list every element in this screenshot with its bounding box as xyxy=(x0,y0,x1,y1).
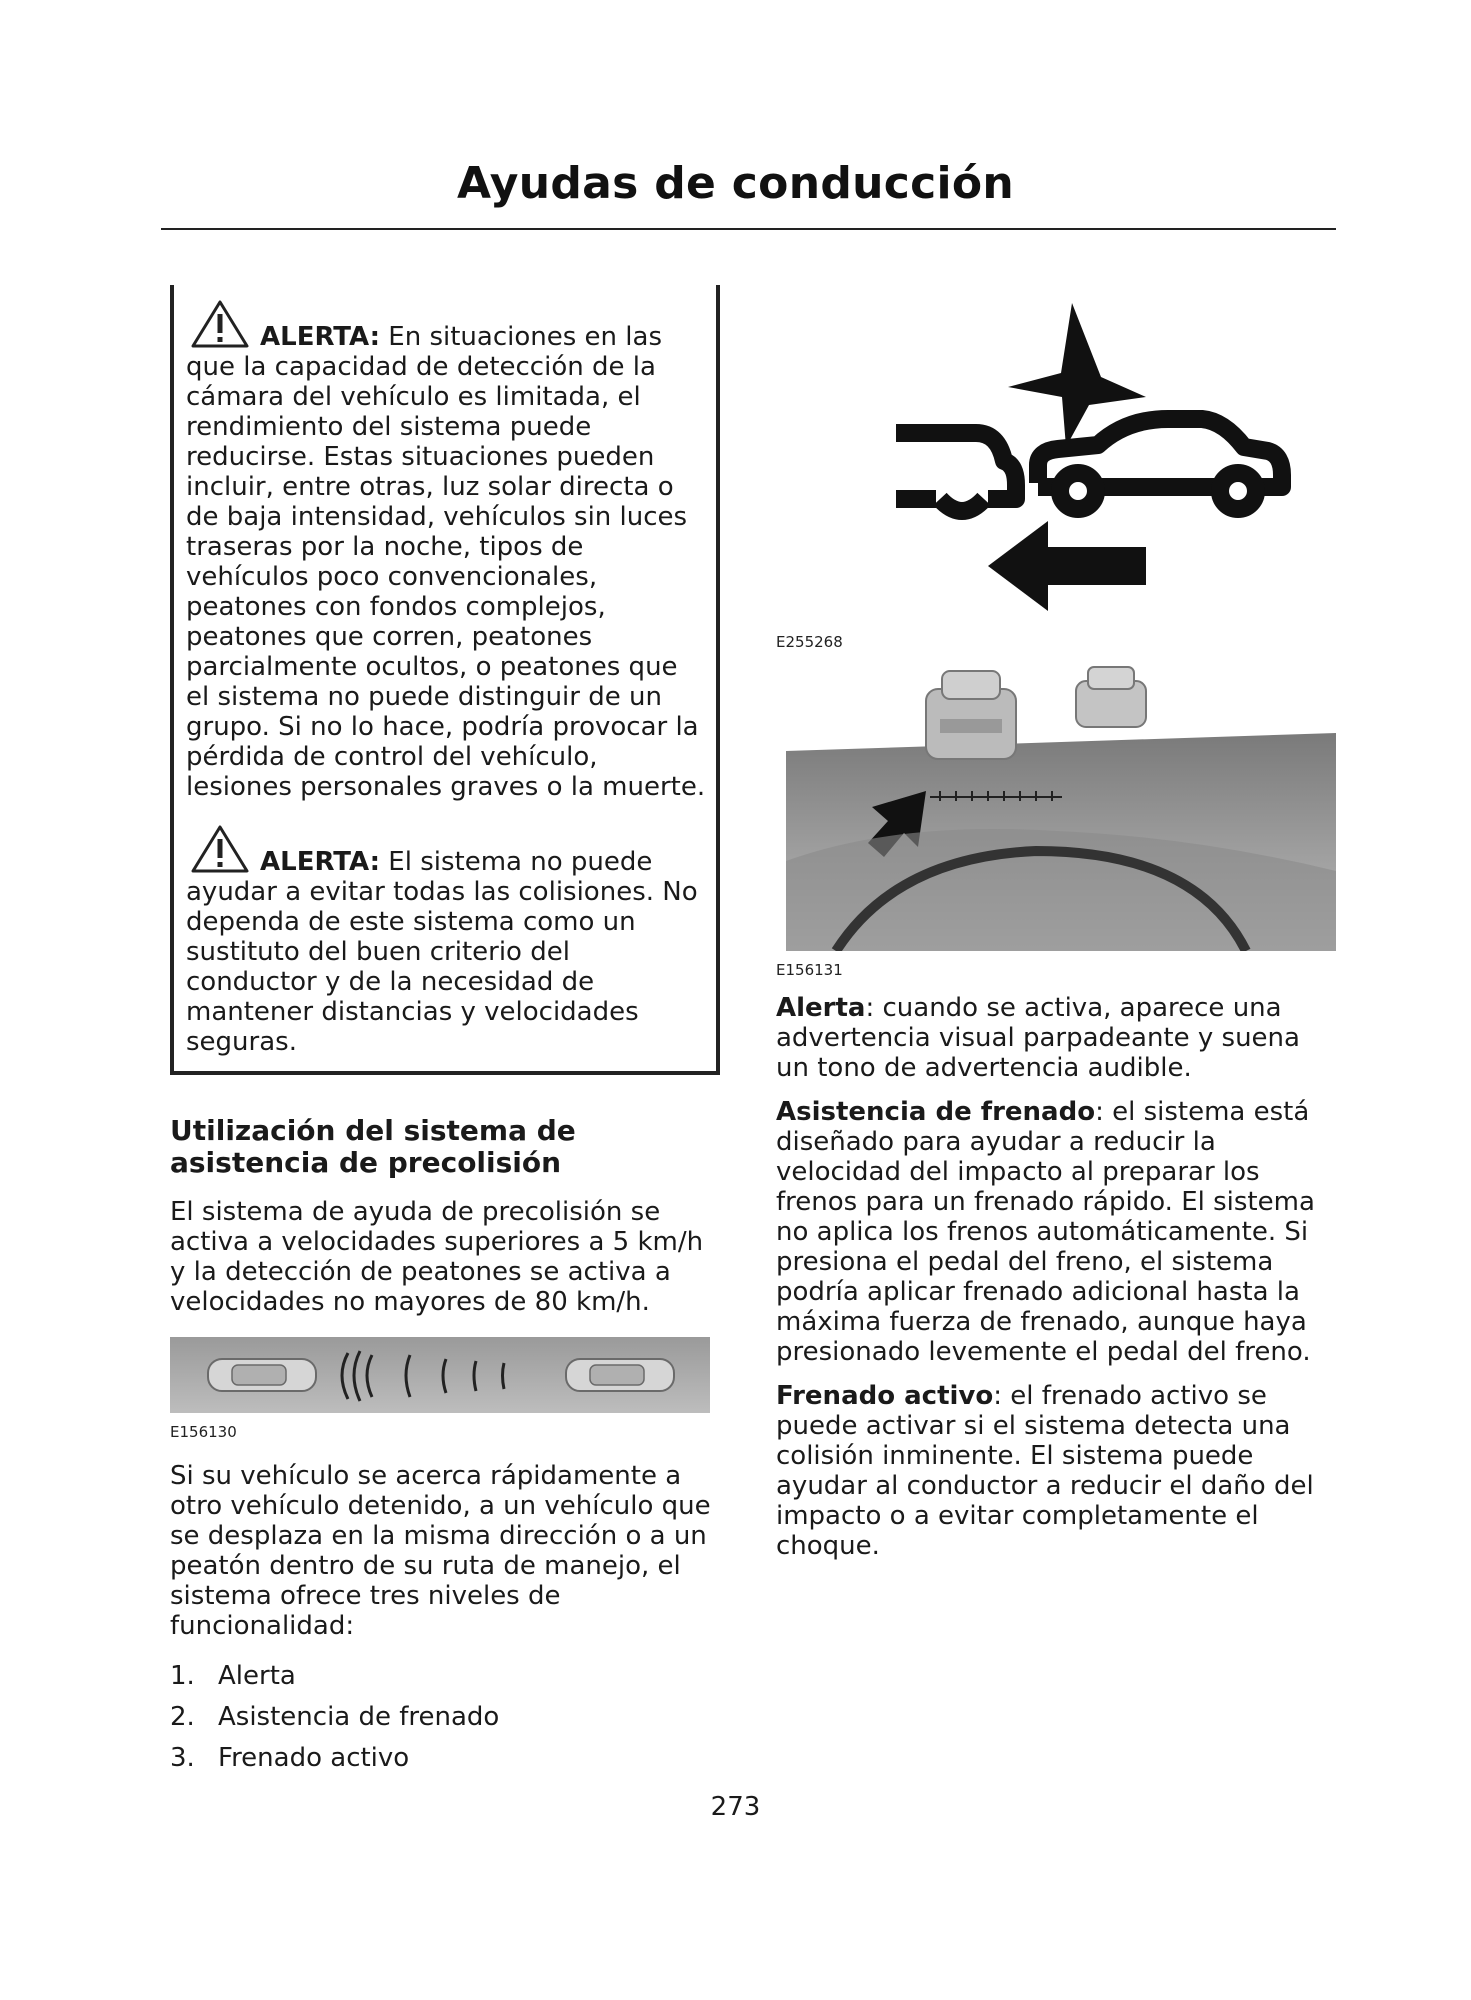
car-distance-illustration xyxy=(170,1337,710,1413)
description-frenado-activo: Frenado activo: el frenado activo se puede activar si el sistema detecta una colisión inminente. El sistema puede ayudar al conductor a reducir el daño del impacto o a evitar completamente el choque. xyxy=(776,1381,1314,1561)
figure-code: E156131 xyxy=(776,961,843,979)
title-divider xyxy=(161,228,1336,230)
description-alerta: Alerta: cuando se activa, aparece una advertencia visual parpadeante y suena un tono de advertencia audible. xyxy=(776,993,1300,1083)
page-title: Ayudas de conducción xyxy=(456,158,1015,209)
warning-text: En situaciones en las que la capacidad de detección de la cámara del vehículo es limitada, el rendimiento del sistema puede reducirse. Estas situaciones pueden incluir, entre otras, luz solar directa o de baja intensidad, vehículos sin luces traseras por la noche, tipos de vehículos poco convencionales, peatones con fondos complejos, peatones que corren, peatones parcialmente ocultos, o peatones que el sistema no puede distinguir de un grupo. Si no lo hace, podría provocar la pérdida de control del vehículo, lesiones personales graves o la muerte. xyxy=(186,322,706,802)
figure-collision-icon xyxy=(776,285,1336,651)
figure-code: E255268 xyxy=(776,633,843,651)
figure-code: E156130 xyxy=(170,1423,237,1441)
warning-box xyxy=(170,285,720,1075)
list-item: 3. Frenado activo xyxy=(170,1743,410,1773)
alert-label: ALERTA: xyxy=(260,322,381,352)
levels-intro: Si su vehículo se acerca rápidamente a otro vehículo detenido, a un vehículo que se desplaza en la misma dirección o a un peatón dentro de su ruta de manejo, el sistema ofrece tres niveles de funcionalidad: xyxy=(170,1461,711,1641)
front-car-outline-icon xyxy=(1038,419,1282,509)
page-number: 273 xyxy=(710,1792,761,1822)
descriptions xyxy=(776,993,1336,1561)
warning-1 xyxy=(186,299,708,802)
levels-list xyxy=(170,1661,720,1773)
rear-car-icon xyxy=(208,1359,316,1391)
front-car-icon xyxy=(566,1359,674,1391)
description-asistencia: Asistencia de frenado: el sistema está diseñado para ayudar a reducir la velocidad del impacto al preparar los frenos para un frenado rápido. El sistema no aplica los frenos automáticamente. Si presiona el pedal del freno, el sistema podría aplicar frenado adicional hasta la máxima fuerza de frenado, aunque haya presionado levemente el pedal del freno. xyxy=(776,1097,1315,1367)
figure-car-distance xyxy=(170,1337,720,1441)
section-heading: Utilización del sistema de asistencia de precolisión xyxy=(170,1114,576,1179)
alert-label: ALERTA: xyxy=(260,847,381,877)
list-item: 2. Asistencia de frenado xyxy=(170,1702,500,1732)
figure-dashboard xyxy=(776,661,1336,979)
warning-2 xyxy=(186,824,708,1057)
right-column xyxy=(776,285,1336,1575)
rear-car-outline-icon xyxy=(896,433,1016,499)
left-arrow-icon xyxy=(988,521,1146,611)
warning-triangle-icon xyxy=(190,824,250,874)
dashboard-illustration xyxy=(776,661,1336,951)
warning-text: El sistema no puede ayudar a evitar todas las colisiones. No dependa de este sistema como un sustituto del buen criterio del conductor y de la necesidad de mantener distancias y velocidades seguras. xyxy=(186,847,698,1057)
list-item: 1. Alerta xyxy=(170,1661,296,1691)
intro-paragraph: El sistema de ayuda de precolisión se activa a velocidades superiores a 5 km/h y la detección de peatones se activa a velocidades no mayores de 80 km/h. xyxy=(170,1197,704,1317)
collision-warning-illustration xyxy=(776,285,1336,635)
left-column xyxy=(170,285,720,1784)
warning-triangle-icon xyxy=(190,299,250,349)
